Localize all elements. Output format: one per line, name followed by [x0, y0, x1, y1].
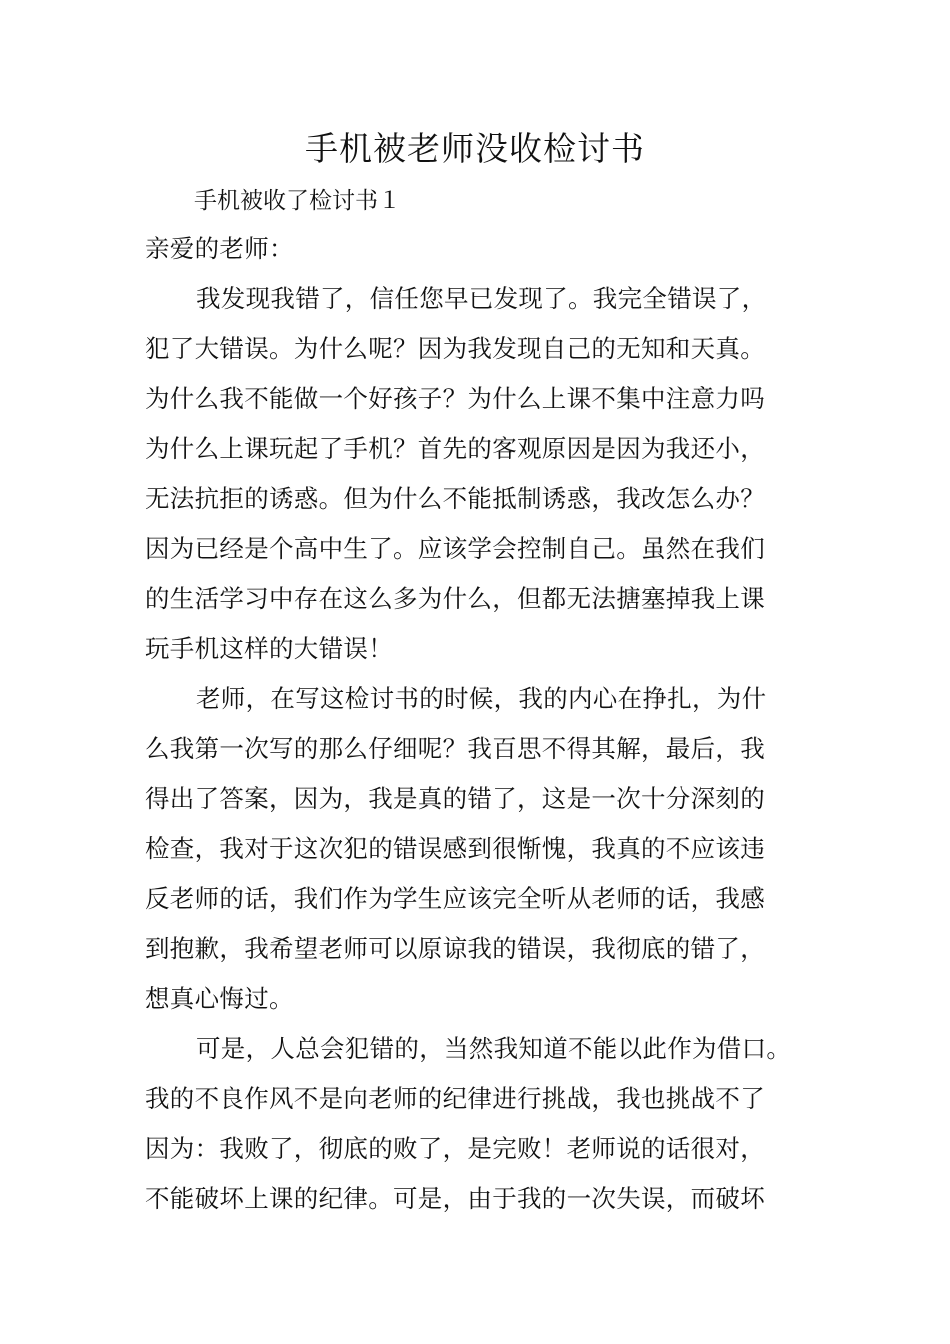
document-title: 手机被老师没收检讨书 — [305, 129, 645, 168]
text-line: 我的不良作风不是向老师的纪律进行挑战，我也挑战不了 — [145, 1084, 765, 1113]
text-line: 想真心悔过。 — [145, 984, 294, 1013]
text-line: 玩手机这样的大错误！ — [145, 634, 393, 663]
text-line: 么我第一次写的那么仔细呢？我百思不得其解，最后，我 — [145, 734, 765, 763]
text-line: 为什么我不能做一个好孩子？为什么上课不集中注意力吗 — [145, 384, 765, 413]
text-line: 到抱歉，我希望老师可以原谅我的错误，我彻底的错了， — [145, 934, 765, 963]
text-line: 无法抗拒的诱惑。但为什么不能抵制诱惑，我改怎么办？ — [145, 484, 765, 513]
text-line: 为什么上课玩起了手机？首先的客观原因是因为我还小， — [145, 434, 765, 463]
text-line: 犯了大错误。为什么呢？因为我发现自己的无知和天真。 — [145, 334, 765, 363]
salutation-line: 亲爱的老师： — [145, 234, 294, 263]
text-line: 的生活学习中存在这么多为什么，但都无法搪塞掉我上课 — [145, 584, 765, 613]
text-line: 不能破坏上课的纪律。可是，由于我的一次失误，而破坏 — [145, 1184, 765, 1213]
text-line: 得出了答案，因为，我是真的错了，这是一次十分深刻的 — [145, 784, 765, 813]
text-line: 可是，人总会犯错的，当然我知道不能以此作为借口。 — [196, 1034, 792, 1063]
document-subtitle: 手机被收了检讨书１ — [194, 188, 401, 214]
text-line: 老师，在写这检讨书的时候，我的内心在挣扎，为什 — [196, 684, 767, 713]
text-line: 检查，我对于这次犯的错误感到很惭愧，我真的不应该违 — [145, 834, 765, 863]
text-line: 因为：我败了，彻底的败了，是完败！老师说的话很对， — [145, 1134, 765, 1163]
text-line: 反老师的话，我们作为学生应该完全听从老师的话，我感 — [145, 884, 765, 913]
text-line: 因为已经是个高中生了。应该学会控制自己。虽然在我们 — [145, 534, 765, 563]
text-line: 我发现我错了，信任您早已发现了。我完全错误了， — [196, 284, 767, 313]
